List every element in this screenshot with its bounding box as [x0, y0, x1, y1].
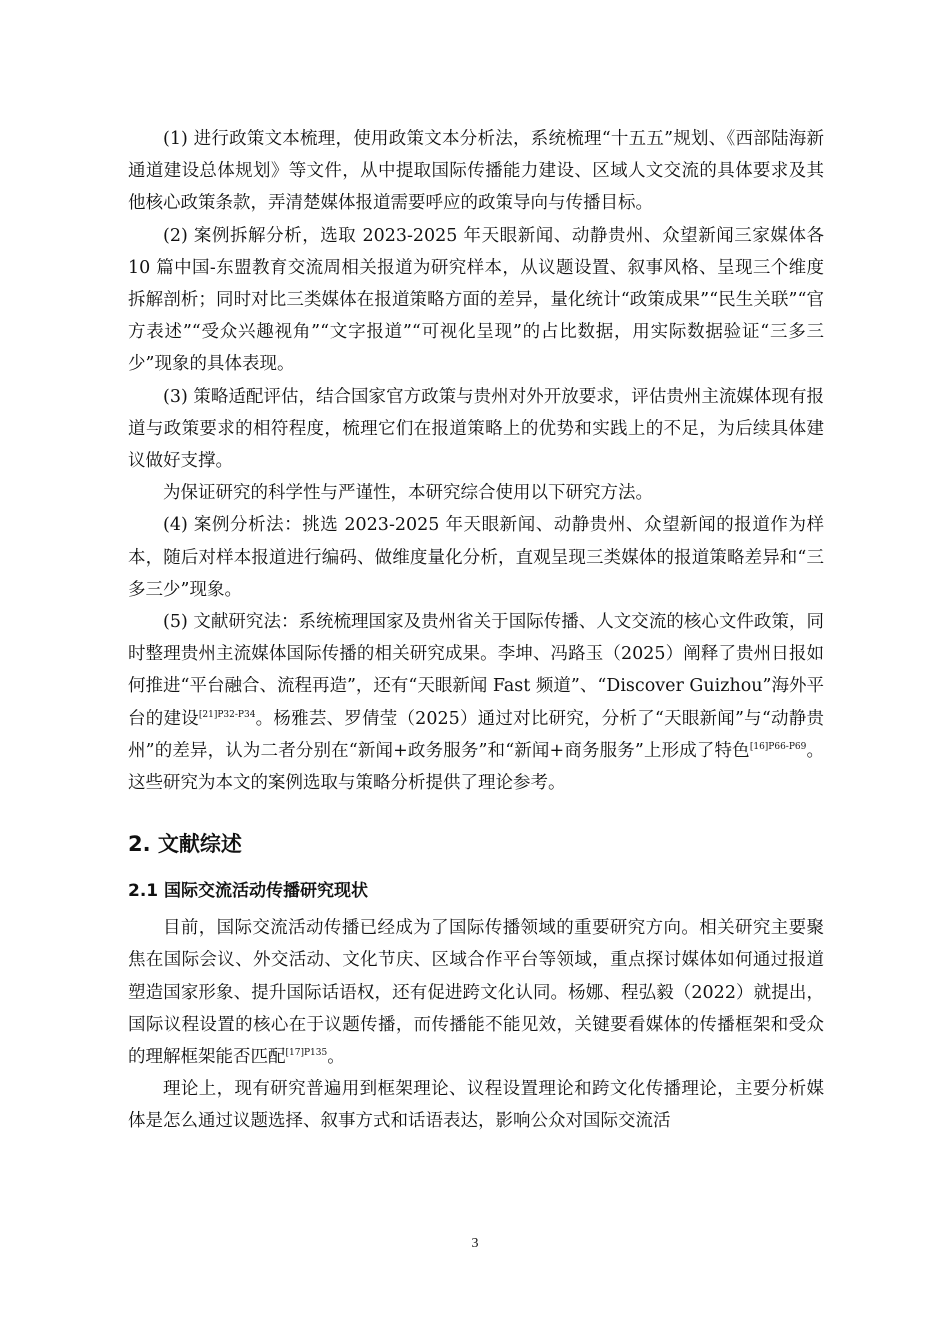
citation: [17]P135 [285, 1048, 328, 1059]
subsection-heading: 2.1 国际交流活动传播研究现状 [128, 881, 369, 902]
paragraph-text: 。杨雅芸、罗倩莹（2025）通过对比研究，分析了“天眼新闻”与“动静贵州”的差异，认为二者分别在“新闻+政务服务”和“新闻+商务服务”上形成了特色 [128, 708, 825, 761]
paragraph-research-status [128, 912, 824, 1073]
paragraph-case-analysis: (2) 案例拆解分析，选取 2023-2025 年天眼新闻、动静贵州、众望新闻三家媒体各 10 篇中国-东盟教育交流周相关报道为研究样本，从议题设置、叙事风格、呈现三个维度拆解剖析；同时对比三类媒体在报道策略方面的差异，量化统计“政策成果”“民生关联”“官方表述”“受众兴趣视角”“文字报道”“可视化呈现”的占比数据，用实际数据验证“三多三少”现象的具体表现。 [128, 225, 824, 375]
page-number: 3 [471, 1236, 479, 1251]
section-heading: 2. 文献综述 [128, 832, 242, 857]
paragraph-methods-intro: 为保证研究的科学性与严谨性，本研究综合使用以下研究方法。 [163, 483, 653, 504]
citation: [16]P66-P69 [749, 741, 807, 752]
citation: [21]P32-P34 [198, 709, 256, 720]
paragraph-text: 目前，国际交流活动传播已经成为了国际传播领域的重要研究方向。相关研究主要聚焦在国际会议、外交活动、文化节庆、区域合作平台等领域，重点探讨媒体如何通过报道塑造国家形象、提升国际话语权，还有促进跨文化认同。杨娜、程弘毅（2022）就提出，国际议程设置的核心在于议题传播，而传播能不能见效，关键要看媒体的传播框架和受众的理解框架能否匹配 [128, 918, 824, 1068]
paragraph-text: (5) 文献研究法：系统梳理国家及贵州省关于国际传播、人文交流的核心文件政策，同时整理贵州主流媒体国际传播的相关研究成果。李坤、冯路玉（2025）阐释了贵州日报如何推进“平台融合、流程再造”，还有“天眼新闻 Fast 频道”、“Discover Guizhou”海外平台的建设 [128, 612, 824, 729]
paragraph-case-method: (4) 案例分析法：挑选 2023-2025 年天眼新闻、动静贵州、众望新闻的报道作为样本，随后对样本报道进行编码、做维度量化分析，直观呈现三类媒体的报道策略差异和“三多三少”现象。 [128, 515, 824, 600]
document-body [128, 123, 824, 1138]
paragraph-strategy-evaluation: (3) 策略适配评估，结合国家官方政策与贵州对外开放要求，评估贵州主流媒体现有报道与政策要求的相符程度，梳理它们在报道策略上的优势和实践上的不足，为后续具体建议做好支撑。 [128, 386, 824, 472]
paragraph-text: 。这些研究为本文的案例选取与策略分析提供了理论参考。 [128, 740, 824, 794]
paragraph-literature-method [128, 606, 824, 799]
paragraph-theory: 理论上，现有研究普遍用到框架理论、议程设置理论和跨文化传播理论，主要分析媒体是怎么通过议题选择、叙事方式和话语表达，影响公众对国际交流活 [128, 1079, 824, 1132]
paragraph-text: 。 [327, 1047, 345, 1068]
paragraph-policy-review: (1) 进行政策文本梳理，使用政策文本分析法，系统梳理“十五五”规划、《西部陆海新通道建设总体规划》等文件，从中提取国际传播能力建设、区域人文交流的具体要求及其他核心政策条款，弄清楚媒体报道需要呼应的政策导向与传播目标。 [128, 129, 824, 214]
